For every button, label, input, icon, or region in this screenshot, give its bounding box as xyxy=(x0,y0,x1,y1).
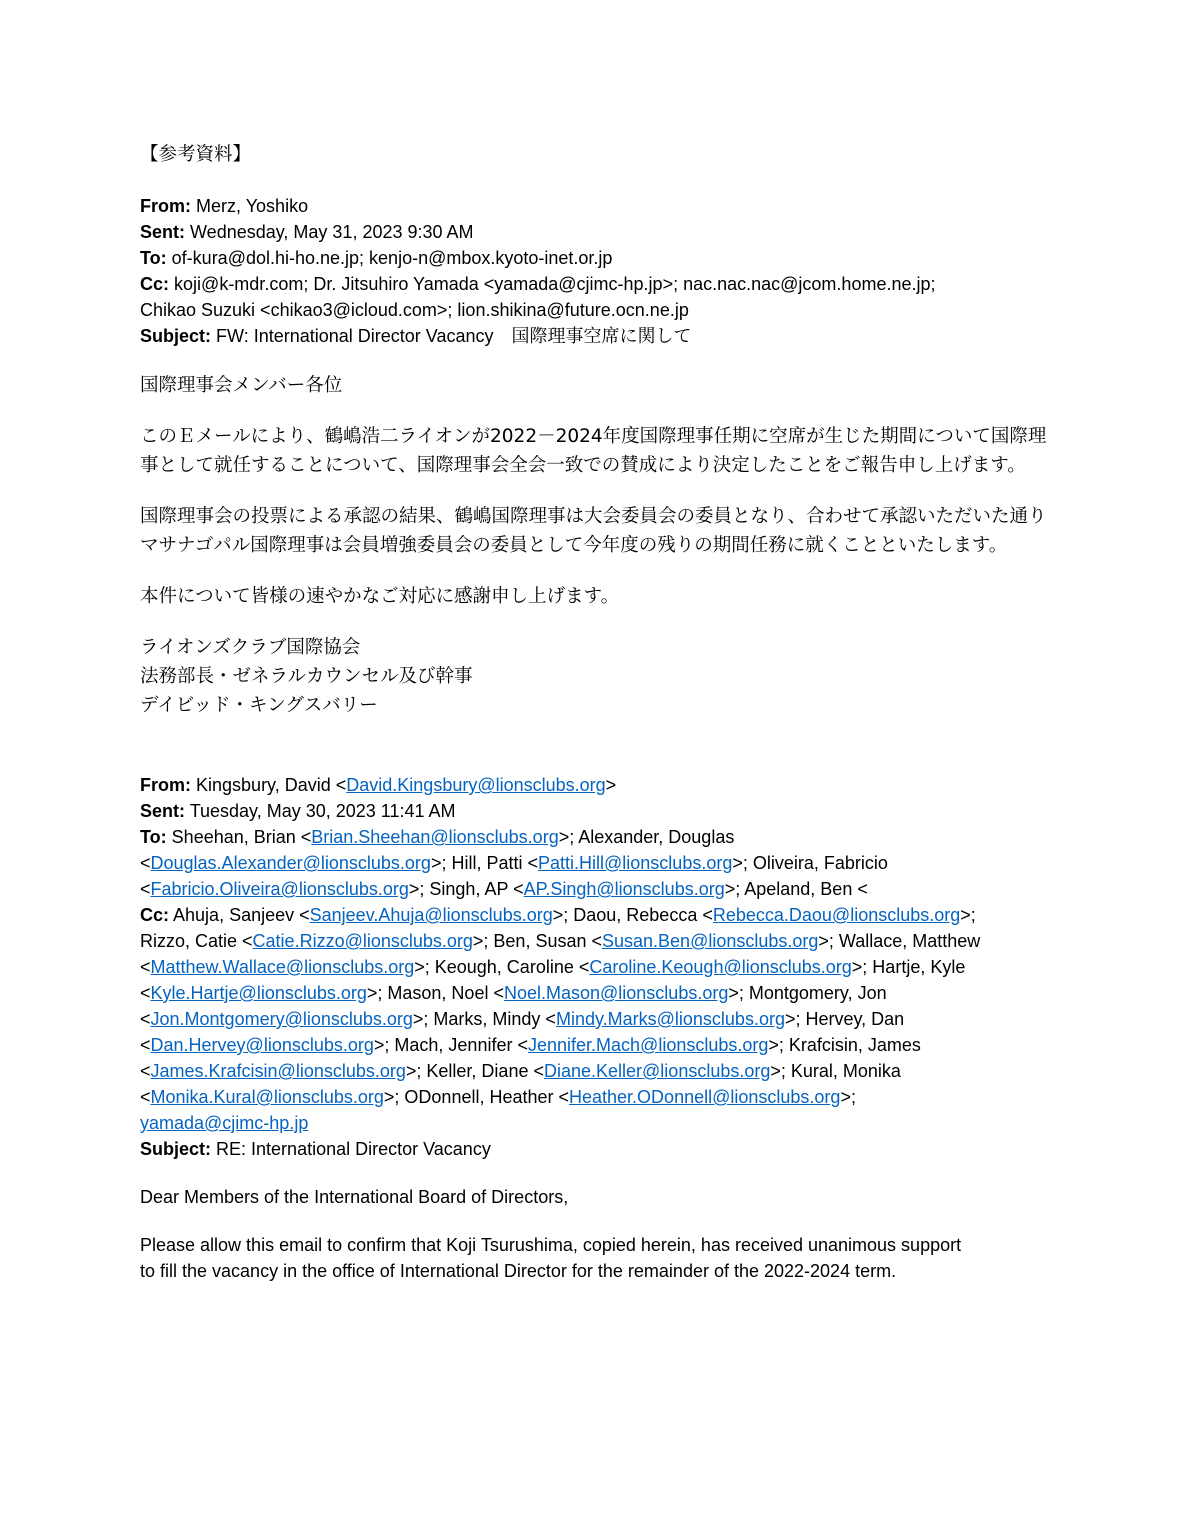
email-link[interactable]: Brian.Sheehan@lionsclubs.org xyxy=(311,827,559,847)
recipient-text: Sheehan, Brian < xyxy=(171,827,312,847)
recipient-text: < xyxy=(140,983,151,1003)
subject-value-2: RE: International Director Vacancy xyxy=(216,1139,491,1159)
to-label: To: xyxy=(140,248,167,268)
cc-line xyxy=(140,980,1060,1006)
to-block xyxy=(140,824,1060,902)
cc-line xyxy=(140,954,1060,980)
cc-line xyxy=(140,902,1060,928)
recipient-text: >; Kural, Monika xyxy=(770,1061,901,1081)
email-link[interactable]: Matthew.Wallace@lionsclubs.org xyxy=(150,957,415,977)
email-link[interactable]: Catie.Rizzo@lionsclubs.org xyxy=(252,931,473,951)
recipient-text: >; Singh, AP < xyxy=(408,879,524,899)
recipient-text: < xyxy=(140,1087,151,1107)
email-link[interactable]: Jennifer.Mach@lionsclubs.org xyxy=(527,1035,769,1055)
cc-line xyxy=(140,1084,1060,1110)
jp-paragraph-2: 国際理事会の投票による承認の結果、鶴嶋国際理事は大会委員会の委員となり、合わせて承認いただいた通りマサナゴパル国際理事は会員増強委員会の委員として今年度の残りの期間任務に就くことといたします。 xyxy=(140,506,1047,556)
sent-value: Wednesday, May 31, 2023 9:30 AM xyxy=(190,222,474,242)
email-link[interactable]: Jon.Montgomery@lionsclubs.org xyxy=(150,1009,413,1029)
recipient-text: >; Krafcisin, James xyxy=(768,1035,921,1055)
to-line xyxy=(140,850,1060,876)
recipient-text: >; Keller, Diane < xyxy=(405,1061,544,1081)
recipient-text: >; Montgomery, Jon xyxy=(728,983,887,1003)
recipient-text: >; Apeland, Ben < xyxy=(724,879,868,899)
subject-label: Subject: xyxy=(140,326,212,346)
email-link[interactable]: Kyle.Hartje@lionsclubs.org xyxy=(150,983,367,1003)
cc-label-2: Cc: xyxy=(140,905,170,925)
signature-org: ライオンズクラブ国際協会 xyxy=(140,637,361,658)
email-link[interactable]: Douglas.Alexander@lionsclubs.org xyxy=(150,853,431,873)
recipient-text: Ahuja, Sanjeev < xyxy=(173,905,310,925)
document-page xyxy=(140,140,1060,1284)
email-link[interactable]: Diane.Keller@lionsclubs.org xyxy=(543,1061,771,1081)
cc-label: Cc: xyxy=(140,274,170,294)
recipient-text: < xyxy=(140,957,151,977)
signature-name: デイビッド・キングスバリー xyxy=(140,695,378,716)
from-name-2: Kingsbury, David < xyxy=(196,775,347,795)
recipient-text: < xyxy=(140,1035,151,1055)
email-link[interactable]: James.Krafcisin@lionsclubs.org xyxy=(150,1061,406,1081)
sent-label: Sent: xyxy=(140,222,185,242)
recipient-text: >; xyxy=(960,905,976,925)
from-label: From: xyxy=(140,196,191,216)
email-link[interactable]: Monika.Kural@lionsclubs.org xyxy=(150,1087,384,1107)
email-link[interactable]: Fabricio.Oliveira@lionsclubs.org xyxy=(150,879,409,899)
cc-block xyxy=(140,902,1060,1136)
recipient-text: >; Marks, Mindy < xyxy=(412,1009,556,1029)
signature-title: 法務部長・ゼネラルカウンセル及び幹事 xyxy=(140,666,473,687)
sent-label-2: Sent: xyxy=(140,801,185,821)
email-link[interactable]: Dan.Hervey@lionsclubs.org xyxy=(150,1035,374,1055)
from-end: > xyxy=(605,775,617,795)
subject-label-2: Subject: xyxy=(140,1139,212,1159)
from-label-2: From: xyxy=(140,775,191,795)
subject-value: FW: International Director Vacancy 国際理事空席に関して xyxy=(216,326,692,346)
email-link[interactable]: Sanjeev.Ahuja@lionsclubs.org xyxy=(309,905,553,925)
cc-line xyxy=(140,1058,1060,1084)
email-link[interactable]: Caroline.Keough@lionsclubs.org xyxy=(589,957,852,977)
from-value: Merz, Yoshiko xyxy=(196,196,309,216)
recipient-text: >; Mach, Jennifer < xyxy=(373,1035,528,1055)
email2-header xyxy=(140,772,1060,1162)
cc-line xyxy=(140,1006,1060,1032)
email2-body-line2: to fill the vacancy in the office of International Director for the remainder of the 2022-2024 term. xyxy=(140,1261,897,1281)
email-link[interactable]: Patti.Hill@lionsclubs.org xyxy=(538,853,733,873)
recipient-text: >; Keough, Caroline < xyxy=(414,957,590,977)
recipient-text: >; Mason, Noel < xyxy=(366,983,504,1003)
recipient-text: >; Oliveira, Fabricio xyxy=(732,853,888,873)
recipient-text: >; Daou, Rebecca < xyxy=(552,905,713,925)
recipient-text: >; ODonnell, Heather < xyxy=(383,1087,570,1107)
email-link[interactable]: Rebecca.Daou@lionsclubs.org xyxy=(712,905,961,925)
recipient-text: >; Wallace, Matthew xyxy=(818,931,981,951)
from-email-link[interactable]: David.Kingsbury@lionsclubs.org xyxy=(346,775,606,795)
sent-value-2: Tuesday, May 30, 2023 11:41 AM xyxy=(189,801,456,821)
recipient-text: < xyxy=(140,879,151,899)
recipient-text: >; Alexander, Douglas xyxy=(558,827,735,847)
email1-header xyxy=(140,193,1060,349)
recipient-text: >; Hill, Patti < xyxy=(430,853,538,873)
cc-line xyxy=(140,928,1060,954)
recipient-text: >; Ben, Susan < xyxy=(472,931,602,951)
email-link[interactable]: Mindy.Marks@lionsclubs.org xyxy=(555,1009,785,1029)
to-line xyxy=(140,876,1060,902)
cc-value-line2: Chikao Suzuki <chikao3@icloud.com>; lion.shikina@future.ocn.ne.jp xyxy=(140,300,689,320)
email-link[interactable]: yamada@cjimc-hp.jp xyxy=(140,1113,309,1133)
recipient-text: < xyxy=(140,1061,151,1081)
to-label-2: To: xyxy=(140,827,167,847)
reference-title: 【参考資料】 xyxy=(140,144,252,165)
to-line xyxy=(140,824,1060,850)
recipient-text: >; xyxy=(840,1087,856,1107)
jp-paragraph-1: このＥメールにより、鶴嶋浩二ライオンが2022－2024年度国際理事任期に空席が生じた期間について国際理事として就任することについて、国際理事会全会一致での賛成により決定したことをご報告申し上げます。 xyxy=(140,426,1047,476)
recipient-text: >; Hervey, Dan xyxy=(784,1009,905,1029)
recipient-text: < xyxy=(140,853,151,873)
email-link[interactable]: Noel.Mason@lionsclubs.org xyxy=(503,983,729,1003)
recipient-text: >; Hartje, Kyle xyxy=(851,957,966,977)
email-link[interactable]: Heather.ODonnell@lionsclubs.org xyxy=(569,1087,841,1107)
email2-body-line1: Please allow this email to confirm that Koji Tsurushima, copied herein, has received unanimous support xyxy=(140,1235,962,1255)
recipient-text: < xyxy=(140,1009,151,1029)
to-value: of-kura@dol.hi-ho.ne.jp; kenjo-n@mbox.kyoto-inet.or.jp xyxy=(171,248,613,268)
email2-greeting: Dear Members of the International Board of Directors, xyxy=(140,1187,569,1207)
recipient-text: Rizzo, Catie < xyxy=(140,931,253,951)
email-link[interactable]: AP.Singh@lionsclubs.org xyxy=(523,879,725,899)
cc-value-line1: koji@k-mdr.com; Dr. Jitsuhiro Yamada <yamada@cjimc-hp.jp>; nac.nac.nac@jcom.home.ne.jp; xyxy=(174,274,936,294)
email-link[interactable]: Susan.Ben@lionsclubs.org xyxy=(602,931,819,951)
jp-greeting: 国際理事会メンバー各位 xyxy=(140,375,343,396)
jp-paragraph-3: 本件について皆様の速やかなご対応に感謝申し上げます。 xyxy=(140,586,620,607)
cc-line xyxy=(140,1032,1060,1058)
cc-line xyxy=(140,1110,1060,1136)
